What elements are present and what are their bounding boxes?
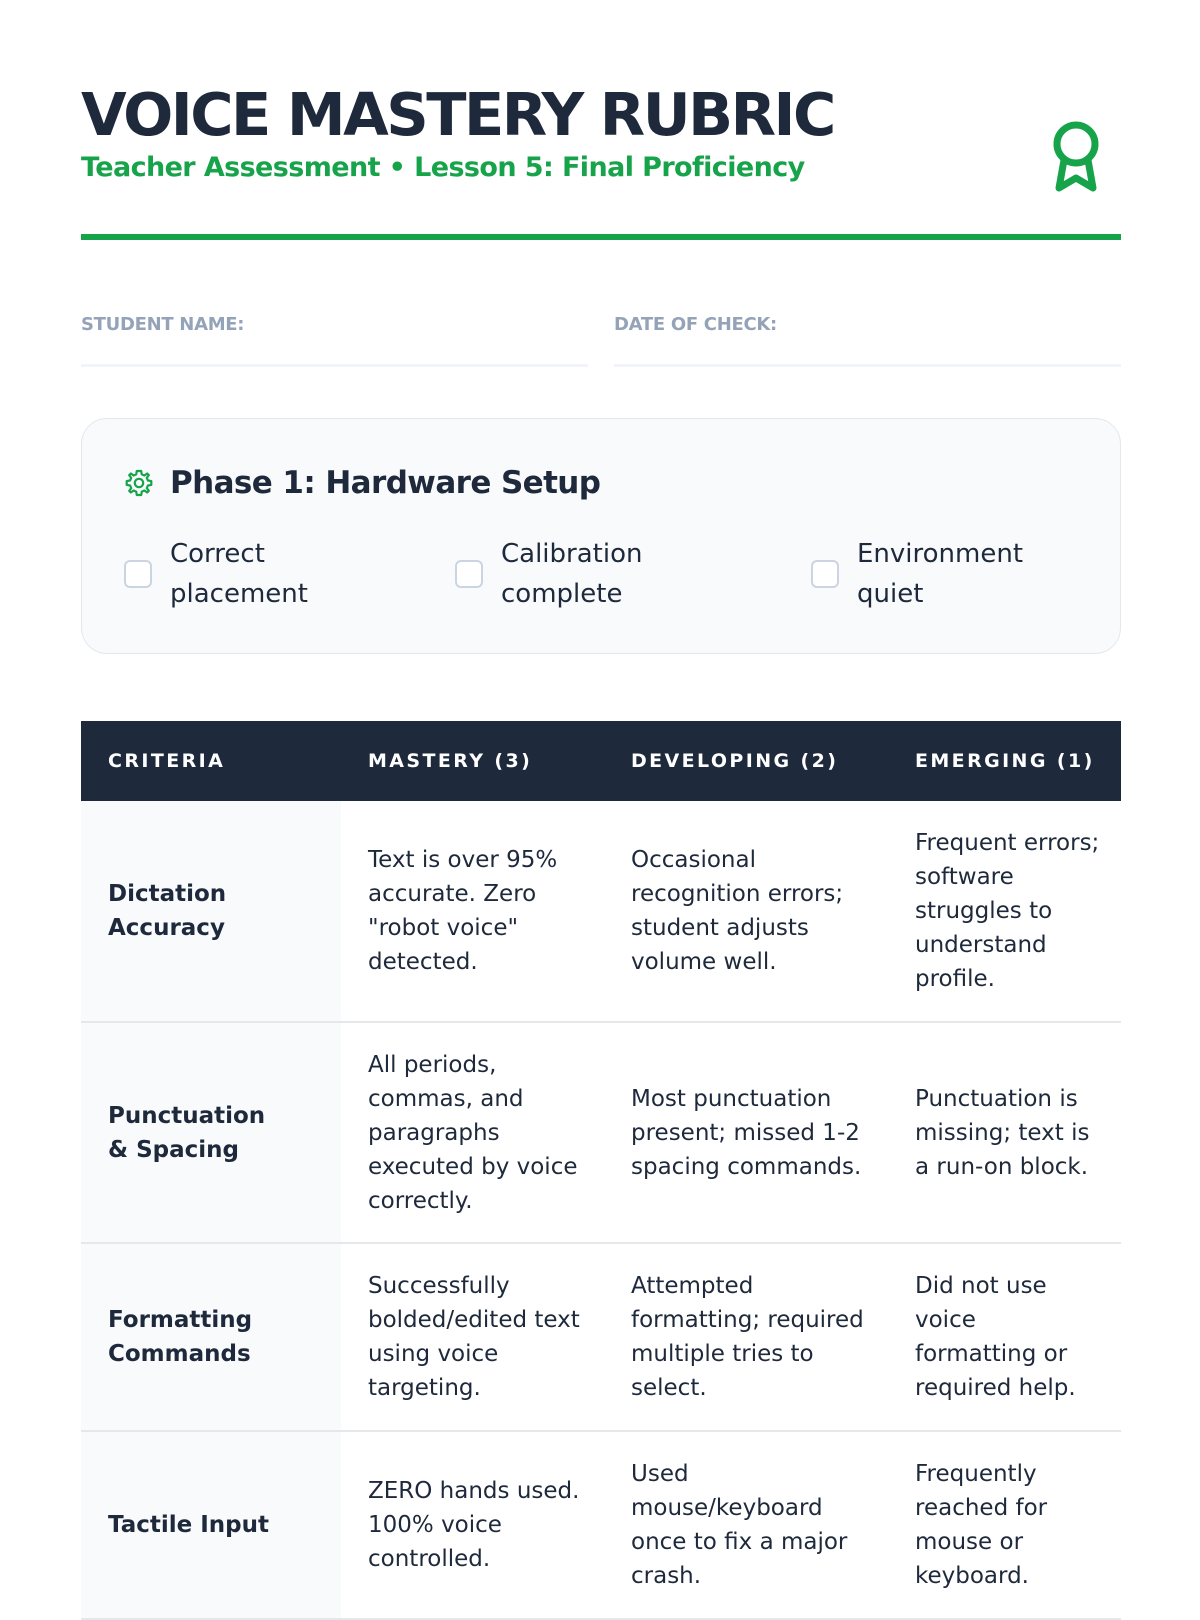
developing-cell: Used mouse/keyboard once to fix a major crash. [604,1431,888,1619]
mastery-cell: Successfully bolded/edited text using voice targeting. [341,1243,604,1431]
mastery-cell: All periods, commas, and paragraphs executed by voice correctly. [341,1022,604,1243]
rubric-table [81,721,1121,1620]
mastery-cell: Text is over 95% accurate. Zero "robot voice" detected. [341,801,604,1022]
checklist-item-calibration[interactable] [455,534,642,614]
header [81,80,1121,186]
developing-cell: Attempted formatting; required multiple tries to select. [604,1243,888,1431]
checklist-label: Calibration complete [501,539,643,609]
table-row [81,1431,1121,1619]
environment-checkbox[interactable] [811,560,839,588]
criteria-cell: Tactile Input [81,1431,341,1619]
placement-checkbox[interactable] [124,560,152,588]
table-row [81,1243,1121,1431]
column-header-developing: DEVELOPING (2) [604,721,888,801]
student-name-field[interactable] [81,314,588,367]
award-icon [1050,114,1102,194]
table-row [81,801,1121,1022]
emerging-cell: Punctuation is missing; text is a run-on block. [888,1022,1121,1243]
hardware-setup-card [81,418,1121,654]
calibration-checkbox[interactable] [455,560,483,588]
page-title: VOICE MASTERY RUBRIC [81,80,834,149]
mastery-cell: ZERO hands used. 100% voice controlled. [341,1431,604,1619]
emerging-cell: Did not use voice formatting or required help. [888,1243,1121,1431]
criteria-cell: Punctuation & Spacing [81,1022,341,1243]
checklist-item-placement[interactable] [124,534,308,614]
rubric-header-row [81,721,1121,801]
checklist-label: Environment quiet [857,539,1024,609]
column-header-criteria: CRITERIA [81,721,341,801]
student-name-label: STUDENT NAME: [81,314,245,335]
column-header-emerging: EMERGING (1) [888,721,1121,801]
hardware-setup-title: Phase 1: Hardware Setup [170,465,601,501]
header-divider [81,234,1121,240]
table-row [81,1022,1121,1243]
criteria-cell: Dictation Accuracy [81,801,341,1022]
emerging-cell: Frequently reached for mouse or keyboard. [888,1431,1121,1619]
checklist-item-environment[interactable] [811,534,1023,614]
page-subtitle: Teacher Assessment • Lesson 5: Final Proficiency [81,152,805,183]
date-of-check-label: DATE OF CHECK: [614,314,777,335]
checklist-label: Correct placement [170,539,308,609]
column-header-mastery: MASTERY (3) [341,721,604,801]
gear-icon [124,468,154,498]
hardware-setup-header [124,463,600,503]
date-of-check-field[interactable] [614,314,1121,367]
emerging-cell: Frequent errors; software struggles to understand profile. [888,801,1121,1022]
developing-cell: Occasional recognition errors; student adjusts volume well. [604,801,888,1022]
criteria-cell: Formatting Commands [81,1243,341,1431]
developing-cell: Most punctuation present; missed 1-2 spacing commands. [604,1022,888,1243]
